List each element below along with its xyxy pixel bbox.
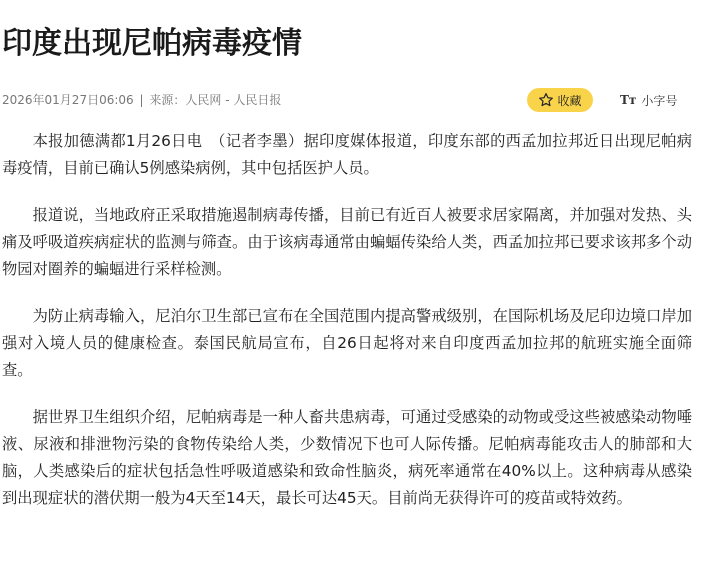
article-paragraph: 本报加德满都1月26日电 （记者李墨）据印度媒体报道，印度东部的西孟加拉邦近日出现尼帕病毒疫情，目前已确认5例感染病例，其中包括医护人员。 [2, 132, 692, 177]
article-source: 来源：人民网 - 人民日报 [149, 93, 282, 107]
star-icon [538, 92, 554, 108]
page-title: 印度出现尼帕病毒疫情 [2, 26, 302, 61]
meta-separator: | [139, 93, 144, 107]
article-paragraph: 报道说，当地政府正采取措施遏制病毒传播，目前已有近百人被要求居家隔离，并加强对发热、头痛及呼吸道疾病症状的监测与筛查。由于该病毒通常由蝙蝠传染给人类，西孟加拉邦已要求该邦多个动物园对圈养的蝙蝠进行采样检测。 [2, 206, 692, 278]
publish-datetime: 2026年01月27日06:06 [2, 93, 134, 107]
article-paragraph: 据世界卫生组织介绍，尼帕病毒是一种人畜共患病毒，可通过受感染的动物或受这些被感染动物唾液、尿液和排泄物污染的食物传染给人类，少数情况下也可人际传播。尼帕病毒能攻击人的肺部和大脑，人类感染后的症状包括急性呼吸道感染和致命性脑炎，病死率通常在40%以上。这种病毒从感染到出现症状的潜伏期一般为4天至14天，最长可达45天。目前尚无获得许可的疫苗或特效药。 [2, 408, 692, 507]
font-size-button[interactable] [620, 88, 677, 112]
article-paragraph: 为防止病毒输入，尼泊尔卫生部已宣布在全国范围内提高警戒级别，在国际机场及尼印边境口岸加强对入境人员的健康检查。泰国民航局宣布，自26日起将对来自印度西孟加拉邦的航班实施全面筛查。 [2, 307, 692, 379]
favorite-label: 收藏 [557, 93, 582, 108]
article-body [2, 128, 692, 532]
text-size-icon: Tт [620, 93, 637, 107]
article-meta [2, 91, 281, 109]
font-size-label: 小字号 [641, 93, 678, 108]
favorite-button[interactable] [527, 88, 593, 112]
